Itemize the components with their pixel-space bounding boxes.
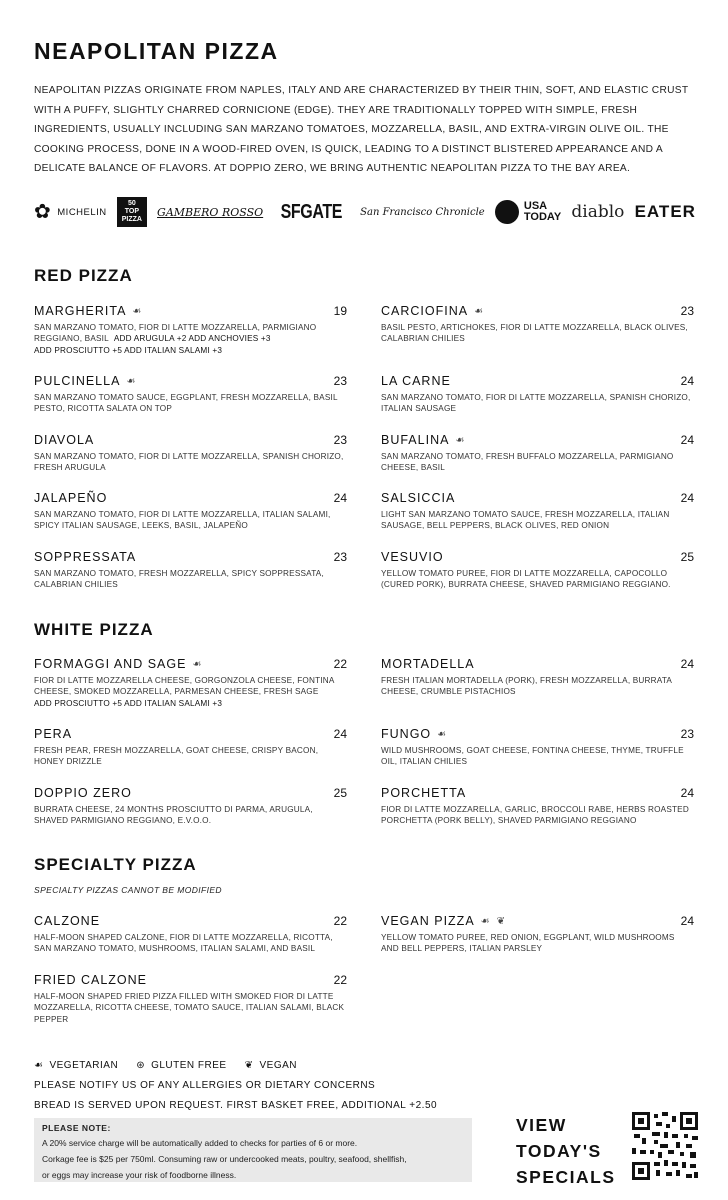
- menu-item: VEGAN PIZZA ☙ ❦ 24 YELLOW TOMATO PUREE, RED ONION, EGGPLANT, WILD MUSHROOMS AND BELL PEPPERS, ITALIAN PARSLEY: [381, 914, 694, 954]
- page-title: NEAPOLITAN PIZZA: [34, 38, 279, 64]
- menu-item: DOPPIO ZERO 25 BURRATA CHEESE, 24 MONTHS PROSCIUTTO DI PARMA, ARUGULA, SHAVED PARMIGIANO REGGIANO, E.V.O.O.: [34, 786, 347, 826]
- top50-pizza-logo: 50 TOP PIZZA: [117, 197, 147, 227]
- vegetarian-icon: ☙: [34, 1060, 44, 1071]
- gluten-free-icon: ⊛: [136, 1060, 146, 1071]
- menu-item: SOPPRESSATA 23 SAN MARZANO TOMATO, FRESH MOZZARELLA, SPICY SOPPRESSATA, CALABRIAN CHILIES: [34, 550, 347, 590]
- sf-chronicle-logo: San Francisco Chronicle: [360, 206, 485, 218]
- menu-item: CARCIOFINA ☙ 23 BASIL PESTO, ARTICHOKES, FIOR DI LATTE MOZZARELLA, BLACK OLIVES, CALABRIAN CHILIES: [381, 304, 694, 344]
- vegetarian-icon: ☙: [455, 434, 466, 446]
- gambero-rosso-logo: GAMBERO ROSSO: [157, 205, 264, 219]
- press-logos: [34, 196, 696, 228]
- menu-item: PERA 24 FRESH PEAR, FRESH MOZZARELLA, GOAT CHEESE, CRISPY BACON, HONEY DRIZZLE: [34, 727, 347, 767]
- menu-item: MARGHERITA ☙ 19 SAN MARZANO TOMATO, FIOR DI LATTE MOZZARELLA, PARMIGIANO REGGIANO, BASIL ADD ARUGULA +2 ADD ANCHOVIES +3 ADD PROSCIUTTO +5 ADD ITALIAN SALAMI +3: [34, 304, 347, 355]
- menu-item: DIAVOLA 23 SAN MARZANO TOMATO, FIOR DI LATTE MOZZARELLA, SPANISH CHORIZO, FRESH ARUGULA: [34, 433, 347, 473]
- item-price: 19: [333, 304, 347, 318]
- eater-logo: EATER: [634, 202, 696, 221]
- section-title-specialty: SPECIALTY PIZZA: [34, 855, 197, 874]
- menu-item: FRIED CALZONE 22 HALF-MOON SHAPED FRIED PIZZA FILLED WITH SMOKED FIOR DI LATTE MOZZARELLA, RICOTTA CHEESE, TOMATO SAUCE, ITALIAN SALAMI, BLACK PEPPER: [34, 973, 347, 1024]
- vegetarian-icon: ☙: [126, 375, 137, 387]
- sfgate-logo: SFGATE: [281, 200, 343, 223]
- menu-item: VESUVIO 25 YELLOW TOMATO PUREE, FIOR DI LATTE MOZZARELLA, CAPOCOLLO (CURED PORK), BURRATA CHEESE, SHAVED PARMIGIANO REGGIANO.: [381, 550, 694, 590]
- menu-item: PULCINELLA ☙ 23 SAN MARZANO TOMATO SAUCE, EGGPLANT, FRESH MOZZARELLA, BASIL PESTO, RICOTTA SALATA ON TOP: [34, 374, 347, 414]
- allergy-notice: PLEASE NOTIFY US OF ANY ALLERGIES OR DIETARY CONCERNS: [34, 1080, 376, 1091]
- menu-item: JALAPEÑO 24 SAN MARZANO TOMATO, FIOR DI LATTE MOZZARELLA, ITALIAN SALAMI, SPICY ITALIAN SAUSAGE, LEEKS, BASIL, JALAPEÑO: [34, 491, 347, 531]
- menu-item: SALSICCIA 24 LIGHT SAN MARZANO TOMATO SAUCE, FRESH MOZZARELLA, ITALIAN SAUSAGE, BELL PEPPERS, BLACK OLIVES, RED ONION: [381, 491, 694, 531]
- michelin-logo: ✿ MICHELIN: [34, 201, 107, 223]
- menu-item: MORTADELLA 24 FRESH ITALIAN MORTADELLA (PORK), FRESH MOZZARELLA, BURRATA CHEESE, CRUMBLE PISTACHIOS: [381, 657, 694, 697]
- usa-today-logo: USA TODAY: [495, 200, 561, 224]
- vegetarian-icon: ☙: [437, 728, 448, 740]
- menu-item: PORCHETTA 24 FIOR DI LATTE MOZZARELLA, GARLIC, BROCCOLI RABE, HERBS ROASTED PORCHETTA (PORK BELLY), SHAVED PARMIGIANO REGGIANO: [381, 786, 694, 826]
- menu-item: FUNGO ☙ 23 WILD MUSHROOMS, GOAT CHEESE, FONTINA CHEESE, THYME, TRUFFLE OIL, ITALIAN CHILIES: [381, 727, 694, 767]
- view-specials-text: VIEW TODAY'S SPECIALS: [516, 1115, 616, 1187]
- michelin-icon: ✿: [34, 201, 52, 223]
- vegetarian-icon: ☙: [480, 915, 491, 927]
- diet-legend: ☙ VEGETARIAN ⊛ GLUTEN FREE ❦ VEGAN: [34, 1060, 297, 1071]
- usa-today-dot-icon: [495, 200, 519, 224]
- menu-item: CALZONE 22 HALF-MOON SHAPED CALZONE, FIOR DI LATTE MOZZARELLA, RICOTTA, SAN MARZANO TOMATO, MUSHROOMS, ITALIAN SALAMI, AND BASIL: [34, 914, 347, 954]
- section-title-white: WHITE PIZZA: [34, 620, 154, 639]
- vegan-icon: ❦: [244, 1060, 254, 1071]
- section-title-red: RED PIZZA: [34, 266, 133, 285]
- vegetarian-icon: ☙: [132, 305, 143, 317]
- vegetarian-icon: ☙: [192, 658, 203, 670]
- intro-paragraph: NEAPOLITAN PIZZAS ORIGINATE FROM NAPLES, ITALY AND ARE CHARACTERIZED BY THEIR THIN, SOFT, AND ELASTIC CRUST WITH A PUFFY, SLIGHTLY CHARRED CORNICIONE (EDGE). THEY ARE TRADITIONALLY TOPPED WITH SIMPLE, FRESH INGREDIENTS, USUALLY INCLUDING SAN MARZANO TOMATOES, MOZZARELLA, BASIL, AND EXTRA-VIRGIN OLIVE OIL. THE COOKING PROCESS, DONE IN A WOOD-FIRED OVEN, IS QUICK, LEADING TO A DISTINCT BLISTERED APPEARANCE AND A DELICATE BALANCE OF FLAVORS. AT DOPPIO ZERO, WE BRING AUTHENTIC NEAPOLITAN PIZZA TO THE BAY AREA.: [34, 85, 689, 175]
- qr-code-icon[interactable]: [632, 1112, 698, 1180]
- please-note-title: PLEASE NOTE:: [42, 1123, 111, 1133]
- menu-item: FORMAGGI AND SAGE ☙ 22 FIOR DI LATTE MOZZARELLA CHEESE, GORGONZOLA CHEESE, FONTINA CHEESE, SMOKED MOZZARELLA, PARMESAN CHEESE, FRESH SAGE ADD PROSCIUTTO +5 ADD ITALIAN SALAMI +3: [34, 657, 347, 708]
- bread-notice: BREAD IS SERVED UPON REQUEST. FIRST BASKET FREE, ADDITIONAL +2.50: [34, 1100, 438, 1111]
- menu-item: BUFALINA ☙ 24 SAN MARZANO TOMATO, FRESH BUFFALO MOZZARELLA, PARMIGIANO CHEESE, BASIL: [381, 433, 694, 473]
- menu-item: LA CARNE 24 SAN MARZANO TOMATO, FIOR DI LATTE MOZZARELLA, SPANISH CHORIZO, ITALIAN SAUSAGE: [381, 374, 694, 414]
- vegan-icon: ❦: [496, 915, 507, 927]
- specialty-note: SPECIALTY PIZZAS CANNOT BE MODIFIED: [34, 885, 222, 895]
- vegetarian-icon: ☙: [474, 305, 485, 317]
- diablo-logo: diablo: [571, 202, 625, 222]
- please-note-box: PLEASE NOTE: A 20% service charge will be automatically added to checks for parties of 6 or more. Corkage fee is $25 per 750ml. Consuming raw or undercooked meats, poultry, seafood, shellfish, or eggs may increase your risk of foodborne illness.: [34, 1118, 472, 1182]
